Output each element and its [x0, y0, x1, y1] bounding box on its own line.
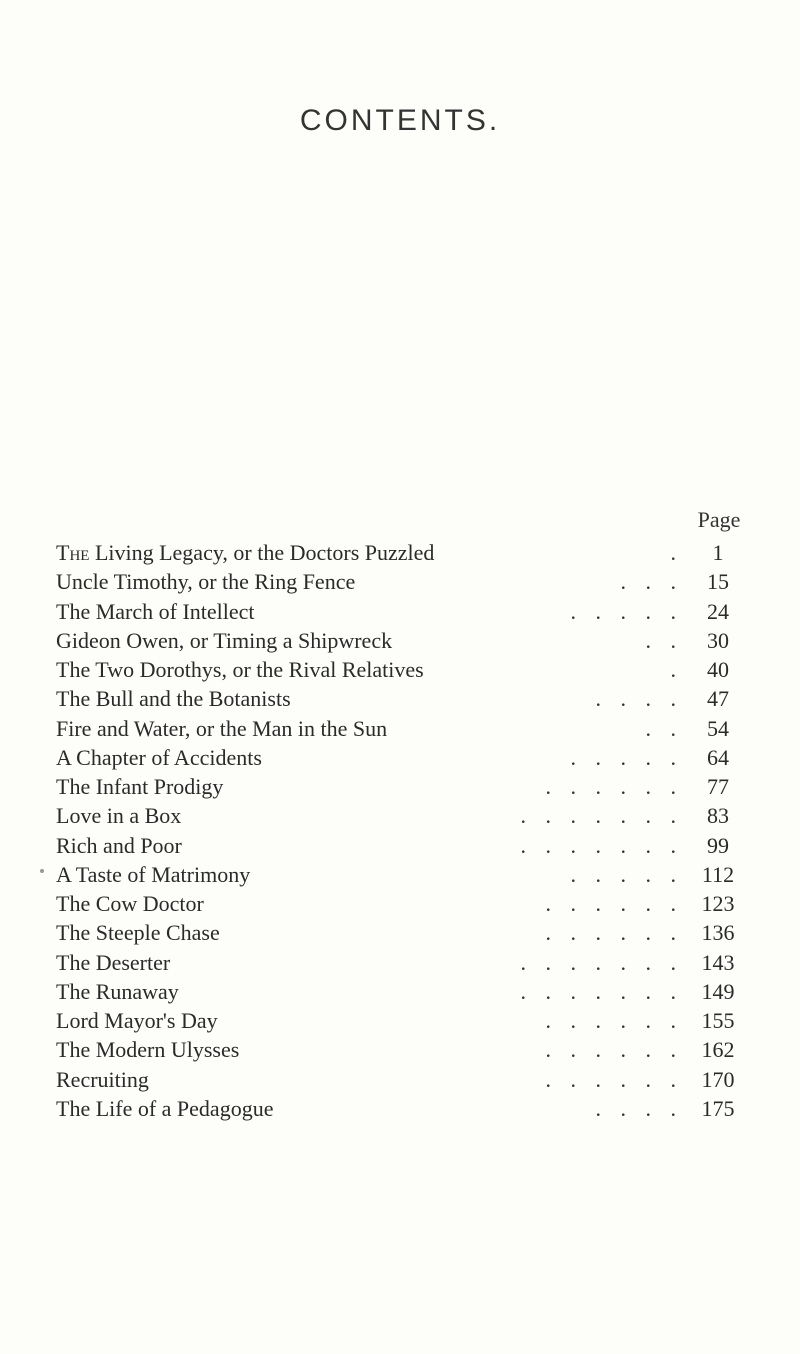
toc-entry [0, 1094, 800, 1123]
toc-entry-title [56, 772, 223, 801]
toc-entry-title [56, 684, 291, 713]
toc-entry [0, 714, 800, 743]
toc-entry-leader-dots: . . . . . [570, 744, 676, 770]
toc-entry-title-text: The Bull and the Botanists [56, 686, 291, 712]
toc-entry-leader-dots: . [670, 540, 676, 565]
toc-entry-leader-dots: . . . . . . [545, 920, 676, 946]
toc-entry [0, 860, 800, 889]
toc-entry-title-text: Living Legacy, or the Doctors Puzzled [89, 540, 435, 565]
toc-entry-title [56, 655, 424, 684]
toc-entry-title [56, 1065, 149, 1094]
toc-entry [0, 743, 800, 772]
toc-entry-leader-dots: . . . . . [570, 598, 676, 624]
toc-entry-leader-dots: . . . [620, 569, 676, 595]
toc-entry [0, 831, 800, 860]
toc-entry-page-number: 83 [707, 803, 729, 829]
toc-entry-page-number: 64 [707, 744, 729, 770]
toc-entry [0, 772, 800, 801]
toc-entry-title [56, 831, 182, 860]
toc-entry-page-number: 175 [701, 1095, 735, 1121]
toc-entry-title [56, 889, 204, 918]
toc-entry-title-text: Fire and Water, or the Man in the Sun [56, 715, 388, 741]
toc-entry-leader-dots: . . . . . [570, 861, 676, 887]
table-of-contents [0, 538, 800, 1123]
toc-entry-title-text: A Taste of Matrimony [56, 861, 251, 887]
toc-entry-title [56, 626, 392, 655]
toc-entry-page-number: 99 [707, 832, 729, 858]
toc-entry-title [56, 918, 220, 947]
toc-entry-leader-dots: . . . . . . [545, 891, 676, 916]
toc-entry-title-text: The Life of a Pedagogue [56, 1095, 274, 1121]
toc-entry-leader-dots: . . . . [595, 1095, 676, 1121]
toc-entry-title-text: Lord Mayor's Day [56, 1008, 218, 1033]
toc-entry-leader-dots: . . . . . . [545, 1037, 676, 1063]
toc-entry-title [56, 743, 262, 772]
toc-entry-page-number: 136 [701, 920, 735, 946]
toc-entry-page-number: 162 [701, 1037, 735, 1063]
toc-entry-title [56, 1006, 218, 1035]
toc-entry-title-text: The Runaway [56, 978, 179, 1004]
toc-entry [0, 538, 800, 567]
toc-entry-title [56, 597, 255, 626]
margin-speck [40, 869, 44, 873]
page-title: CONTENTS. [299, 104, 501, 137]
toc-entry-page-number: 77 [707, 774, 729, 799]
toc-entry-title [56, 567, 355, 596]
toc-entry-page-number: 30 [707, 627, 729, 653]
toc-entry-title-text: Gideon Owen, or Timing a Shipwreck [56, 627, 393, 653]
toc-entry-page-number: 40 [707, 657, 729, 682]
toc-entry [0, 977, 800, 1006]
toc-entry-title [56, 714, 387, 743]
toc-entry-leader-dots: . [670, 657, 676, 682]
toc-entry-page-number: 15 [707, 569, 729, 595]
toc-entry-lead-word: The [56, 540, 90, 565]
toc-entry-title-text: The March of Intellect [56, 598, 255, 624]
toc-entry [0, 684, 800, 713]
toc-entry-leader-dots: . . [645, 715, 676, 741]
toc-entry-title [56, 1094, 273, 1123]
toc-entry-title [56, 801, 181, 830]
toc-entry-title-text: The Infant Prodigy [56, 774, 224, 799]
toc-entry-leader-dots: . . . . . . . [520, 803, 676, 829]
toc-entry-leader-dots: . . . . . . . [520, 832, 676, 858]
toc-entry-page-number: 54 [707, 715, 729, 741]
toc-entry-leader-dots: . . . . [595, 686, 676, 712]
toc-entry-leader-dots: . . . . . . [545, 1008, 676, 1033]
toc-entry-leader-dots: . . . . . . [545, 774, 676, 799]
toc-entry-title-text: The Steeple Chase [56, 920, 220, 946]
toc-entry-page-number: 149 [701, 978, 735, 1004]
toc-entry [0, 597, 800, 626]
toc-entry-title-text: Rich and Poor [56, 832, 182, 858]
toc-entry [0, 918, 800, 947]
toc-entry-leader-dots: . . [645, 627, 676, 653]
toc-entry-title-text: The Deserter [56, 949, 171, 975]
toc-entry-page-number: 155 [701, 1008, 735, 1033]
toc-entry [0, 801, 800, 830]
toc-entry-page-number: 47 [707, 686, 729, 712]
toc-entry-title [56, 977, 179, 1006]
toc-entry-leader-dots: . . . . . . [545, 1066, 676, 1092]
toc-entry-title [56, 948, 170, 977]
toc-entry-title-text: Love in a Box [56, 803, 182, 829]
toc-entry [0, 1035, 800, 1064]
toc-entry-page-number: 1 [712, 540, 724, 565]
toc-entry-title-text: Recruiting [56, 1066, 149, 1092]
toc-entry-title-text: The Modern Ulysses [56, 1037, 240, 1063]
toc-entry [0, 655, 800, 684]
toc-entry-title [56, 860, 250, 889]
toc-entry-title [56, 1035, 239, 1064]
toc-entry [0, 1065, 800, 1094]
toc-entry-title-text: Uncle Timothy, or the Ring Fence [56, 569, 356, 595]
toc-entry-page-number: 123 [701, 891, 735, 916]
page-column-label: Page [697, 507, 741, 532]
toc-entry-page-number: 170 [701, 1066, 735, 1092]
toc-entry [0, 1006, 800, 1035]
toc-entry-leader-dots: . . . . . . . [520, 949, 676, 975]
toc-entry-title-text: The Cow Doctor [56, 891, 204, 916]
toc-entry [0, 889, 800, 918]
toc-entry-page-number: 143 [701, 949, 735, 975]
toc-entry-title-text: The Two Dorothys, or the Rival Relatives [56, 657, 424, 682]
toc-entry-page-number: 24 [707, 598, 729, 624]
toc-entry-leader-dots: . . . . . . . [520, 978, 676, 1004]
toc-entry [0, 626, 800, 655]
toc-entry-title [56, 538, 434, 567]
toc-entry-title-text: A Chapter of Accidents [56, 744, 262, 770]
toc-entry-page-number: 112 [701, 861, 735, 887]
toc-entry [0, 948, 800, 977]
toc-entry [0, 567, 800, 596]
